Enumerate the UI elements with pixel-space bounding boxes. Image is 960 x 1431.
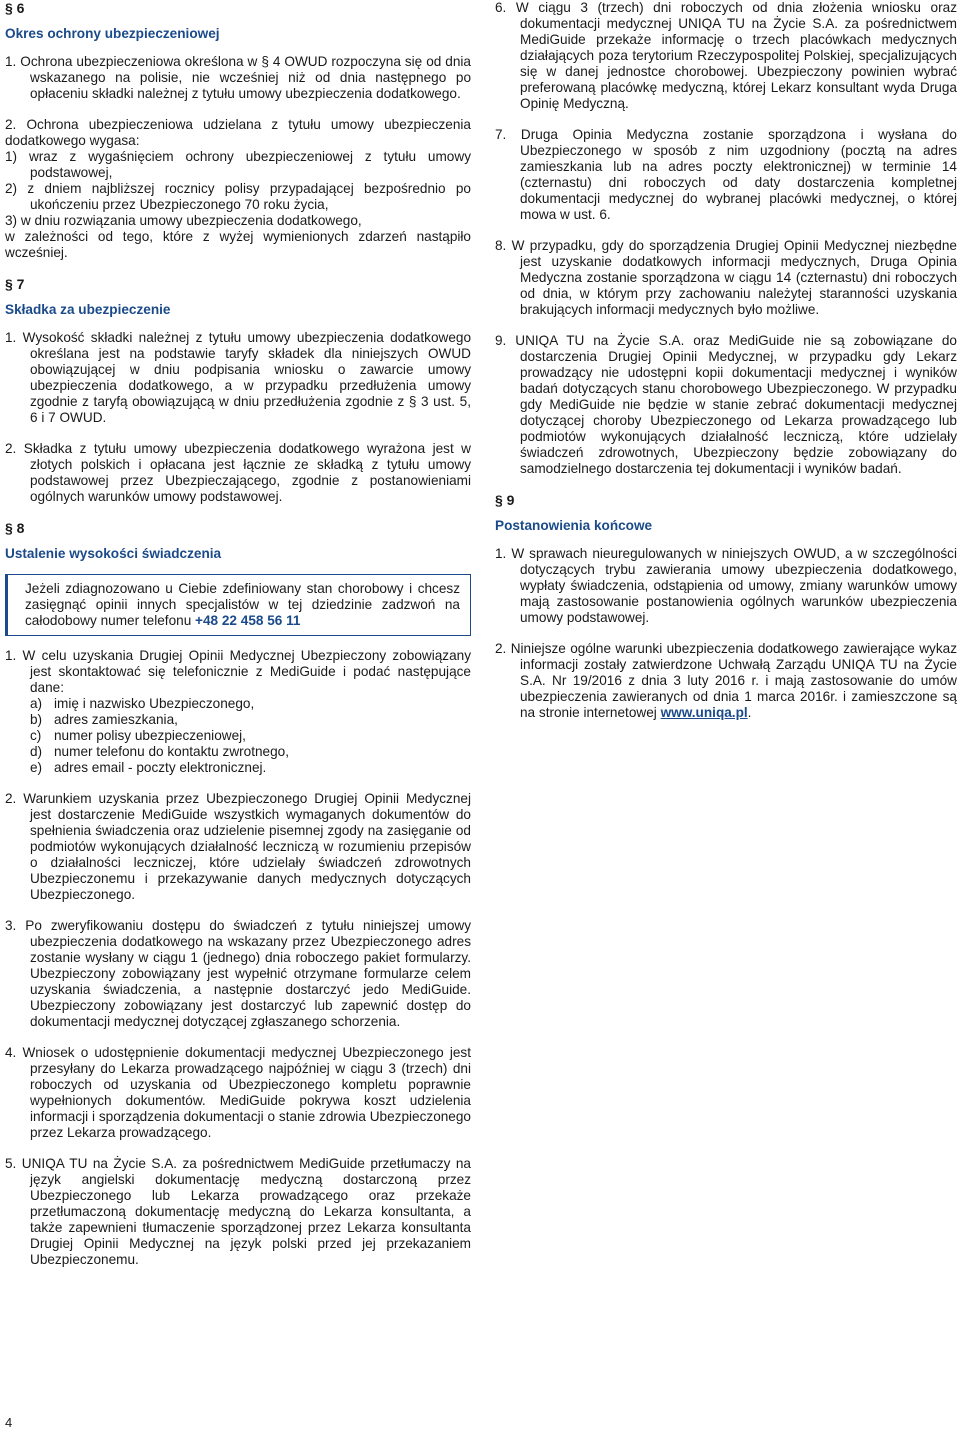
list-item bbox=[30, 696, 471, 712]
left-column bbox=[5, 0, 471, 1283]
section-6-title: Okres ochrony ubezpieczeniowej bbox=[5, 26, 220, 41]
section-8-paragraph-6: 6. W ciągu 3 (trzech) dni roboczych od dnia złożenia wniosku oraz dokumentacji medycznej UNIQA TU na Życie S.A. za pośrednictwem MediGuide przekaże informację o trzech placówkach medycznych działających poza terytorium Rzeczypospolitej Polskiej, specjalizujących się w danej jednostce chorobowej. Ubezpieczony powinien wybrać preferowaną placówkę medyczną, której Lekarz konsultant wyda Druga Opinię Medyczną. bbox=[495, 0, 957, 111]
list-item: 1) wraz z wygaśnięciem ochrony ubezpieczeniowej z tytułu umowy podstawowej, bbox=[5, 149, 471, 180]
phone-number: +48 22 458 56 11 bbox=[195, 613, 301, 628]
section-8-paragraph-8: 8. W przypadku, gdy do sporządzenia Drugiej Opinii Medycznej niezbędne jest uzyskanie dodatkowych informacji medycznych, Druga Opinia Medyczna zostanie sporządzona w ciągu 14 (czternastu) dni roboczych od dnia, w którym przy zachowaniu należytej staranności uzyskania brakujących informacji medycznych było możliwe. bbox=[495, 238, 957, 317]
section-8-number: § 8 bbox=[5, 520, 25, 536]
list-text: adres email - poczty elektronicznej. bbox=[54, 760, 267, 775]
list-label: d) bbox=[30, 744, 43, 759]
section-9-paragraph-2 bbox=[495, 641, 957, 721]
list-item bbox=[30, 712, 471, 728]
website-link[interactable]: www.uniqa.pl bbox=[660, 705, 748, 720]
section-9-paragraph-1: 1. W sprawach nieuregulowanych w niniejszych OWUD, a w szczególności dotyczących trybu zawierania umowy ubezpieczenia dodatkowego, wypłaty świadczenia, odstąpienia od umowy, zmiany warunków umowy mają zastosowanie postanowienia ogólnych warunków ubezpieczenia umowy podstawowej. bbox=[495, 546, 957, 625]
section-8-paragraph-4: 4. Wniosek o udostępnienie dokumentacji medycznej Ubezpieczonego jest przesyłany do Lekarza prowadzącego najpóźniej w ciągu 3 (trzech) dni roboczych od uzyskania od Ubezpieczonego kompletu poprawnie wypełnionych dokumentów. MediGuide pokrywa koszt udzielenia informacji i sporządzenia dokumentacji o stanie zdrowia Ubezpieczonego przez Lekarza prowadzącego. bbox=[5, 1045, 471, 1140]
list-text: adres zamieszkania, bbox=[54, 712, 178, 727]
section-7-number: § 7 bbox=[5, 276, 25, 292]
section-8-paragraph-7: 7. Druga Opinia Medyczna zostanie sporządzona i wysłana do Ubezpieczonego w sposób z nim uzgodniony (pocztą na adres zamieszkania lub na adres poczty elektronicznej) w terminie 14 (czternastu) dni roboczych od daty dostarczenia kompletnej dokumentacji medycznej do wybranej placówki medycznej, o której mowa w ust. 6. bbox=[495, 127, 957, 222]
section-8-title: Ustalenie wysokości świadczenia bbox=[5, 546, 222, 561]
paragraph-tail: w zależności od tego, które z wyżej wymienionych zdarzeń nastąpiło wcześniej. bbox=[5, 229, 471, 260]
paragraph-text: 2. Ochrona ubezpieczeniowa udzielana z tytułu umowy ubezpieczenia dodatkowego wygasa: bbox=[5, 117, 471, 148]
section-9-number: § 9 bbox=[495, 492, 515, 508]
section-7-paragraph-1: 1. Wysokość składki należnej z tytułu umowy ubezpieczenia dodatkowego określana jest na podstawie taryfy składek dla niniejszych OWUD obowiązującej w dniu podpisania wniosku o zawarcie umowy ubezpieczenia dodatkowego, a w przypadku przedłużenia umowy zgodnie z taryfą obowiązującą w dniu przedłużenia zgodnie z § 3 ust. 5, 6 i 7 OWUD. bbox=[5, 330, 471, 425]
section-8-paragraph-2: 2. Warunkiem uzyskania przez Ubezpieczonego Drugiej Opinii Medycznej jest dostarczenie MediGuide wszystkich wymaganych dokumentów do spełnienia świadczenia oraz udzielenie pisemnej zgody na zasięganie od podmiotów wykonujących działalność leczniczą w rozumieniu przepisów o działalności leczniczej, które udzielały świadczeń zdrowotnych Ubezpieczonemu i przekazywanie danych medycznych dotyczących Ubezpieczonego. bbox=[5, 791, 471, 902]
list-item bbox=[30, 728, 471, 744]
section-9-title: Postanowienia końcowe bbox=[495, 518, 653, 533]
section-7-title: Składka za ubezpieczenie bbox=[5, 302, 171, 317]
paragraph-text: 2. Niniejsze ogólne warunki ubezpieczenia dodatkowego zawierające wykaz informacji zostały zatwierdzone Uchwałą Zarządu UNIQA TU na Życie S.A. Nr 19/2016 z dnia 3 luty 2016 r. i mają zastosowanie do umów ubezpieczenia zawieranych od dnia 1 marca 2016r. i zamieszczone są na stronie internetowej bbox=[495, 641, 957, 720]
page-number: 4 bbox=[5, 1415, 13, 1430]
paragraph-text: 1. W celu uzyskania Drugiej Opinii Medycznej Ubezpieczony zobowiązany jest skontaktować się telefonicznie z MediGuide i podać następujące dane: bbox=[5, 648, 471, 695]
list-text: numer polisy ubezpieczeniowej, bbox=[54, 728, 246, 743]
list-label: b) bbox=[30, 712, 43, 727]
contact-box-message: Jeżeli zdiagnozowano u Ciebie zdefiniowany stan chorobowy i chcesz zasięgnąć opinii innych specjalistów w tej dziedzinie zadzwoń na całodobowy numer telefonu bbox=[25, 581, 460, 628]
section-8-paragraph-3: 3. Po zweryfikowaniu dostępu do świadczeń z tytułu niniejszej umowy ubezpieczenia dodatkowego na wskazany przez Ubezpieczonego adres zostanie wysłany w ciągu 1 (jednego) dnia roboczego pakiet formularzy. Ubezpieczony zobowiązany jest wypełnić otrzymane formularze celem uzyskania świadczenia, a następnie dostarczyć jedo MediGuide. Ubezpieczony zobowiązany jest dostarczyć lub zapewnić dostęp do dokumentacji medycznej dotyczącej zgłaszanego schorzenia. bbox=[5, 918, 471, 1029]
list-item: 2) z dniem najbliższej rocznicy polisy przypadającej bezpośrednio po ukończeniu przez Ubezpieczonego 70 roku życia, bbox=[5, 181, 471, 212]
section-7-paragraph-2: 2. Składka z tytułu umowy ubezpieczenia dodatkowego wyrażona jest w złotych polskich i opłacana jest łącznie ze składką z tytułu umowy podstawowej przez Ubezpieczającego, zgodnie z postanowieniami ogólnych warunków umowy podstawowej. bbox=[5, 441, 471, 504]
list-label: c) bbox=[30, 728, 42, 743]
section-8-paragraph-1 bbox=[5, 648, 471, 776]
section-8-paragraph-9: 9. UNIQA TU na Życie S.A. oraz MediGuide nie są zobowiązane do dostarczenia Drugiej Opinii Medycznej, w przypadku gdy Lekarz prowadzący nie udostępni kopii dokumentacji medycznej i wyników badań dotyczących stanu chorobowego Ubezpieczonego. W przypadku gdy MediGuide nie będzie w stanie zebrać dokumentacji medycznej dotyczącej choroby Ubezpieczonego od Lekarza prowadzącego lub podmiotów wykonujących działalność leczniczą, które udzielały świadczeń zdrowotnych, Ubezpieczony będzie zobowiązany do samodzielnego dostarczenia tej dokumentacji i wyników badań. bbox=[495, 333, 957, 476]
list-label: e) bbox=[30, 760, 43, 775]
list-text: numer telefonu do kontaktu zwrotnego, bbox=[54, 744, 290, 759]
list-label: a) bbox=[30, 696, 43, 711]
contact-box bbox=[5, 574, 471, 636]
list-text: imię i nazwisko Ubezpieczonego, bbox=[54, 696, 255, 711]
section-6-paragraph-1: 1. Ochrona ubezpieczeniowa określona w § 4 OWUD rozpoczyna się od dnia wskazanego na polisie, nie wcześniej niż od dnia następnego po opłaceniu składki należnej z tytułu umowy ubezpieczenia dodatkowego. bbox=[5, 54, 471, 101]
contact-box-text bbox=[25, 581, 460, 629]
list-item bbox=[30, 760, 471, 776]
paragraph-end: . bbox=[747, 705, 752, 720]
list-item bbox=[30, 744, 471, 760]
list-item: 3) w dniu rozwiązania umowy ubezpieczenia dodatkowego, bbox=[5, 213, 362, 228]
right-column bbox=[495, 0, 957, 736]
data-list bbox=[5, 696, 471, 776]
section-6-paragraph-2 bbox=[5, 117, 471, 261]
section-8-paragraph-5: 5. UNIQA TU na Życie S.A. za pośrednictwem MediGuide przetłumaczy na język angielski dokumentację medyczną dostarczoną przez Ubezpieczonego lub Lekarza prowadzącego oraz przekaże przetłumaczoną dokumentację medyczną do Lekarza konsultanta, a także zapewnieni tłumaczenie sporządzonej przez Lekarza konsultanta Drugiej Opinii Medycznej na język polski przed jej przekazaniem Ubezpieczonemu. bbox=[5, 1156, 471, 1267]
section-6-number: § 6 bbox=[5, 0, 25, 16]
